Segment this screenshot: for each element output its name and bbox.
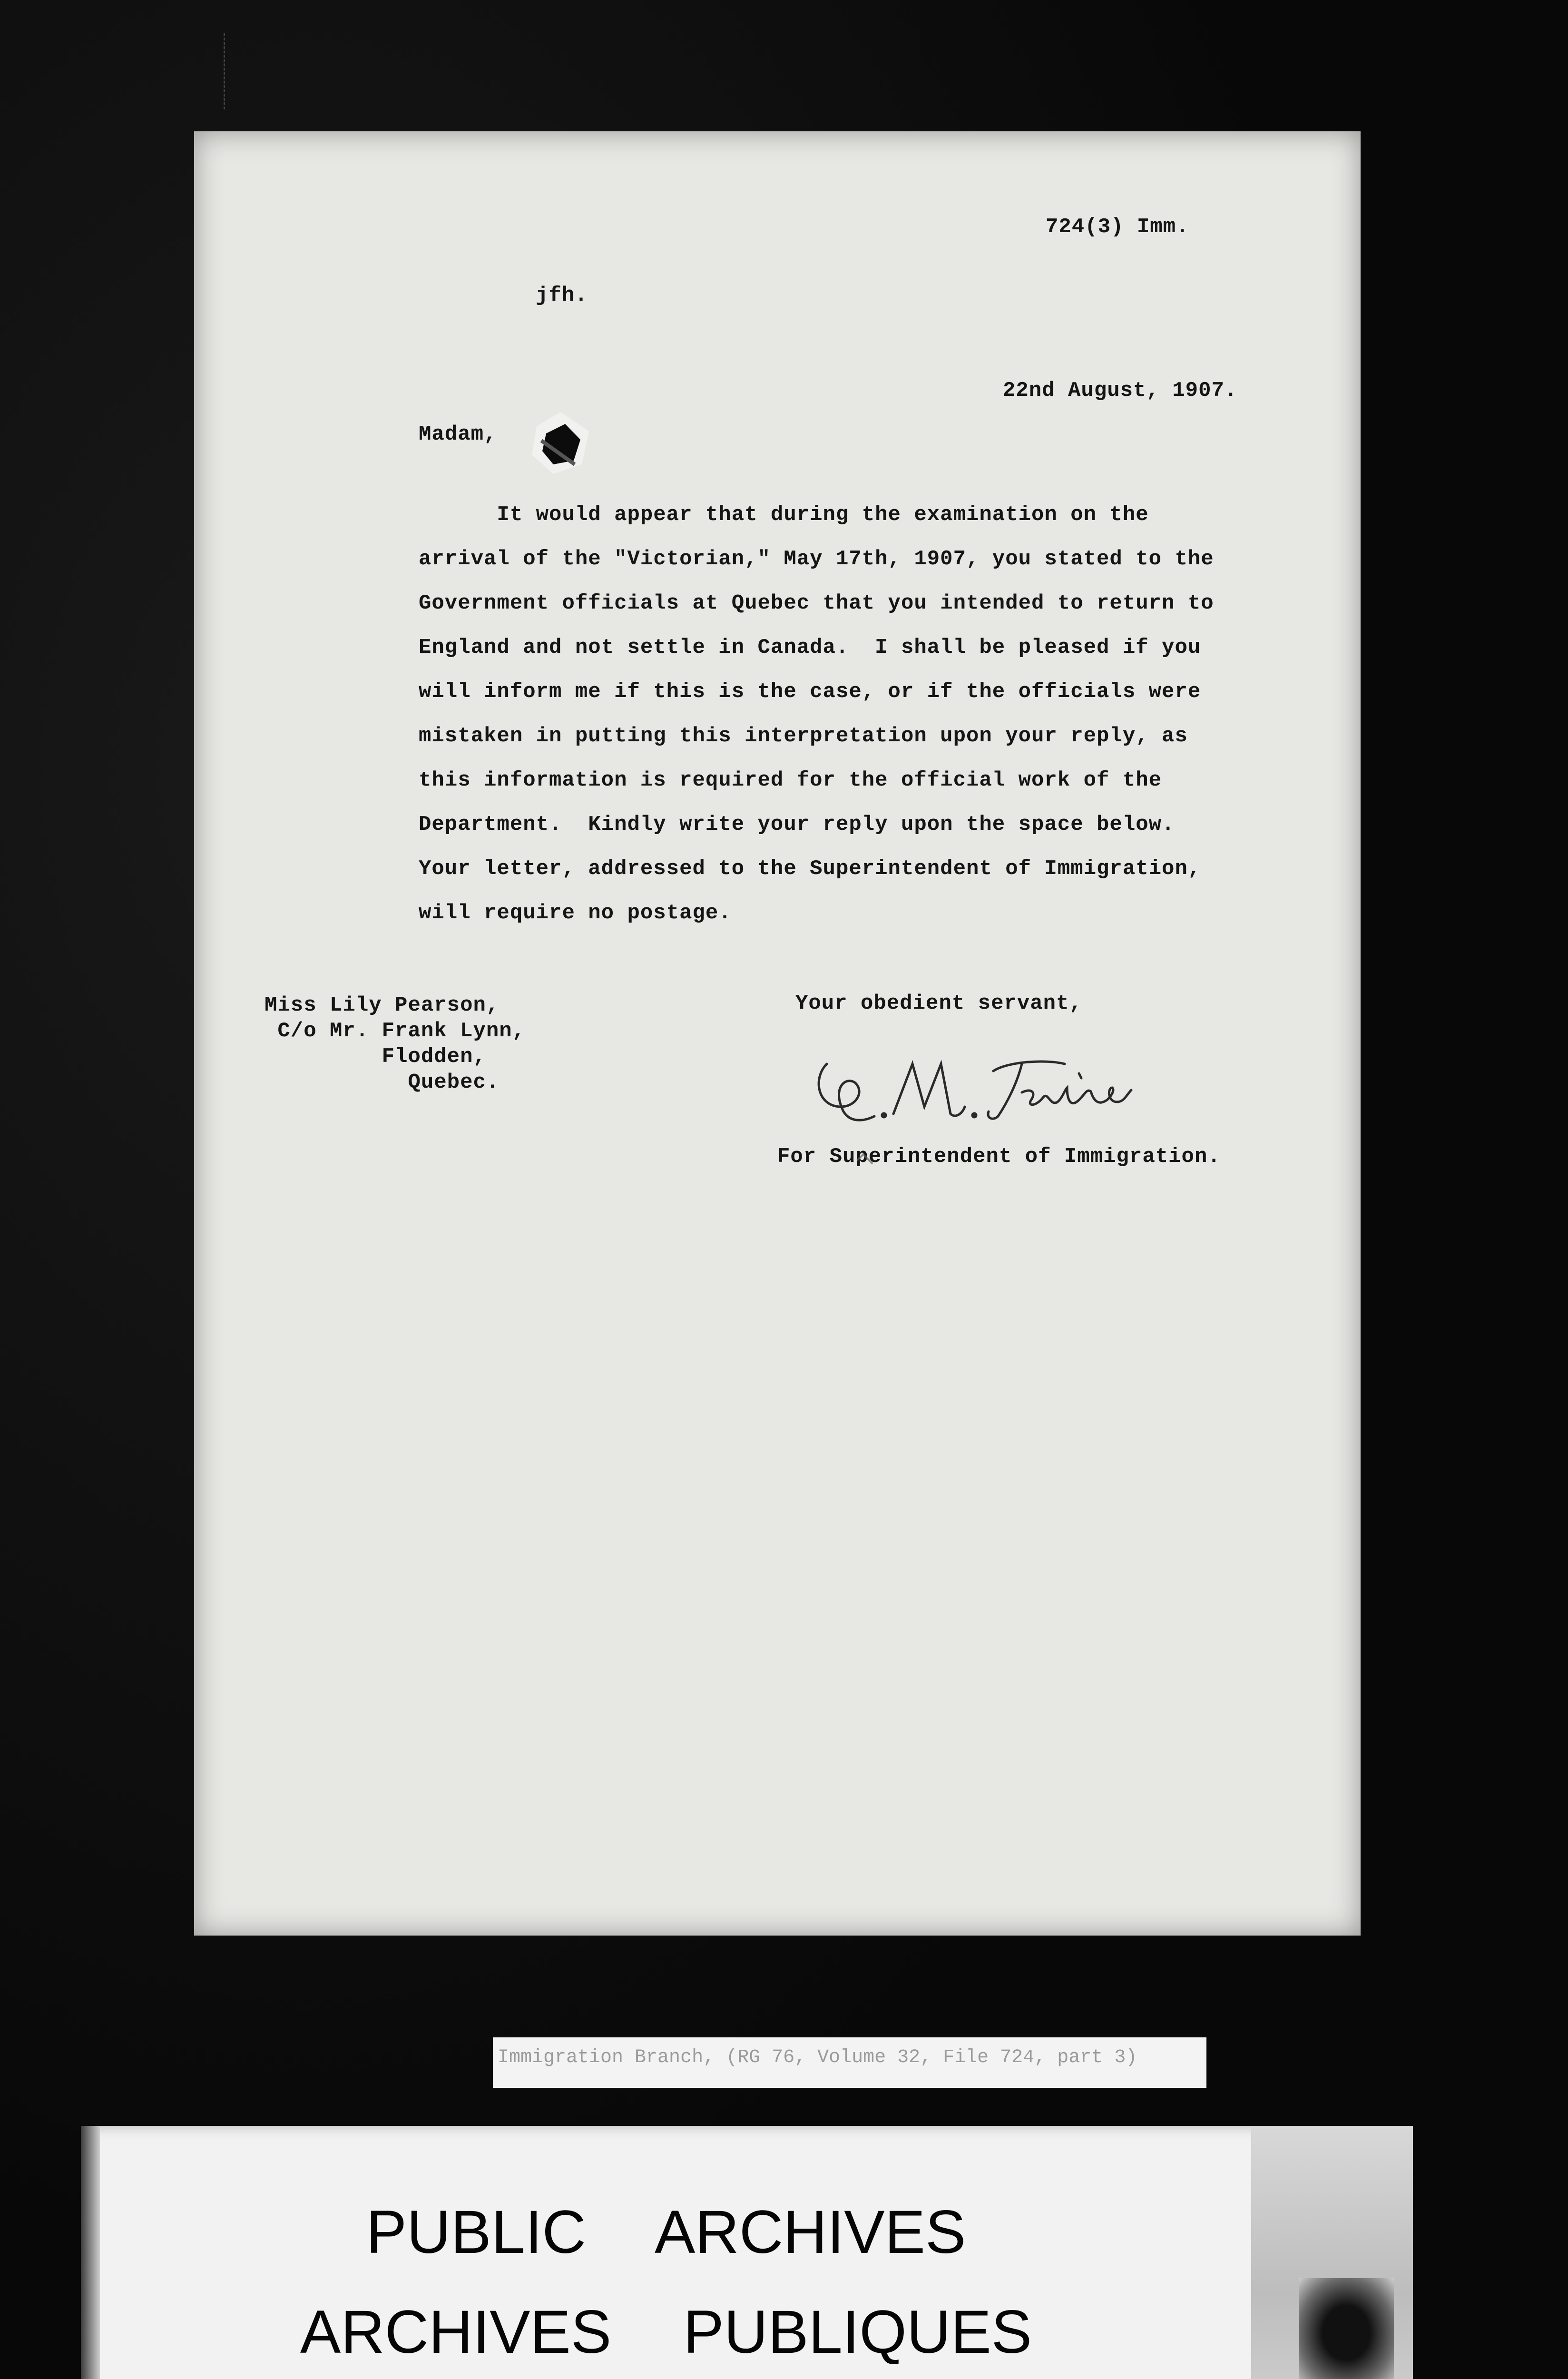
salutation: Madam, xyxy=(419,423,497,446)
body-line: It would appear that during the examination on the xyxy=(419,503,1149,527)
body-line: mistaken in putting this interpretation upon your reply, as xyxy=(419,724,1188,748)
address-line: Miss Lily Pearson, xyxy=(265,993,500,1017)
tape-mark xyxy=(1299,2278,1394,2379)
body-line: Your letter, addressed to the Superintendent of Immigration, xyxy=(419,857,1201,881)
archive-stamp-card xyxy=(81,2126,1413,2379)
letter-date: 22nd August, 1907. xyxy=(1003,379,1238,403)
body-line: will inform me if this is the case, or if the officials were xyxy=(419,680,1201,704)
body-line: will require no postage. xyxy=(419,901,732,925)
address-line: Quebec. xyxy=(265,1071,500,1094)
body-line: this information is required for the official work of the xyxy=(419,768,1162,792)
punch-hole-icon xyxy=(527,407,598,479)
file-reference: 724(3) Imm. xyxy=(1046,215,1189,239)
recipient-address xyxy=(265,993,525,1095)
film-edge-marks xyxy=(224,33,231,109)
stamp-line-french: ARCHIVES PUBLIQUES xyxy=(300,2298,1032,2366)
body-line: arrival of the "Victorian," May 17th, 1907, you stated to the xyxy=(419,547,1214,571)
body-line: England and not settle in Canada. I shall be pleased if you xyxy=(419,636,1201,659)
typist-initials: jfh. xyxy=(536,284,588,307)
address-line: C/o Mr. Frank Lynn, xyxy=(265,1019,526,1043)
letter-page xyxy=(194,131,1361,1936)
closing-phrase: Your obedient servant, xyxy=(795,992,1082,1015)
handwritten-signature-icon xyxy=(798,1035,1141,1140)
letter-body xyxy=(419,493,1313,935)
body-line: Government officials at Quebec that you intended to return to xyxy=(419,591,1214,615)
archive-reference-label xyxy=(493,2037,1206,2088)
archive-reference-text: Immigration Branch, (RG 76, Volume 32, File 724, part 3) xyxy=(498,2047,1137,2068)
body-line: Department. Kindly write your reply upon the space below. xyxy=(419,813,1175,836)
signatory-title: For Superintendent of Immigration. xyxy=(777,1145,1221,1169)
stamp-line-english: PUBLIC ARCHIVES xyxy=(366,2198,966,2266)
address-line: Flodden, xyxy=(265,1045,486,1069)
